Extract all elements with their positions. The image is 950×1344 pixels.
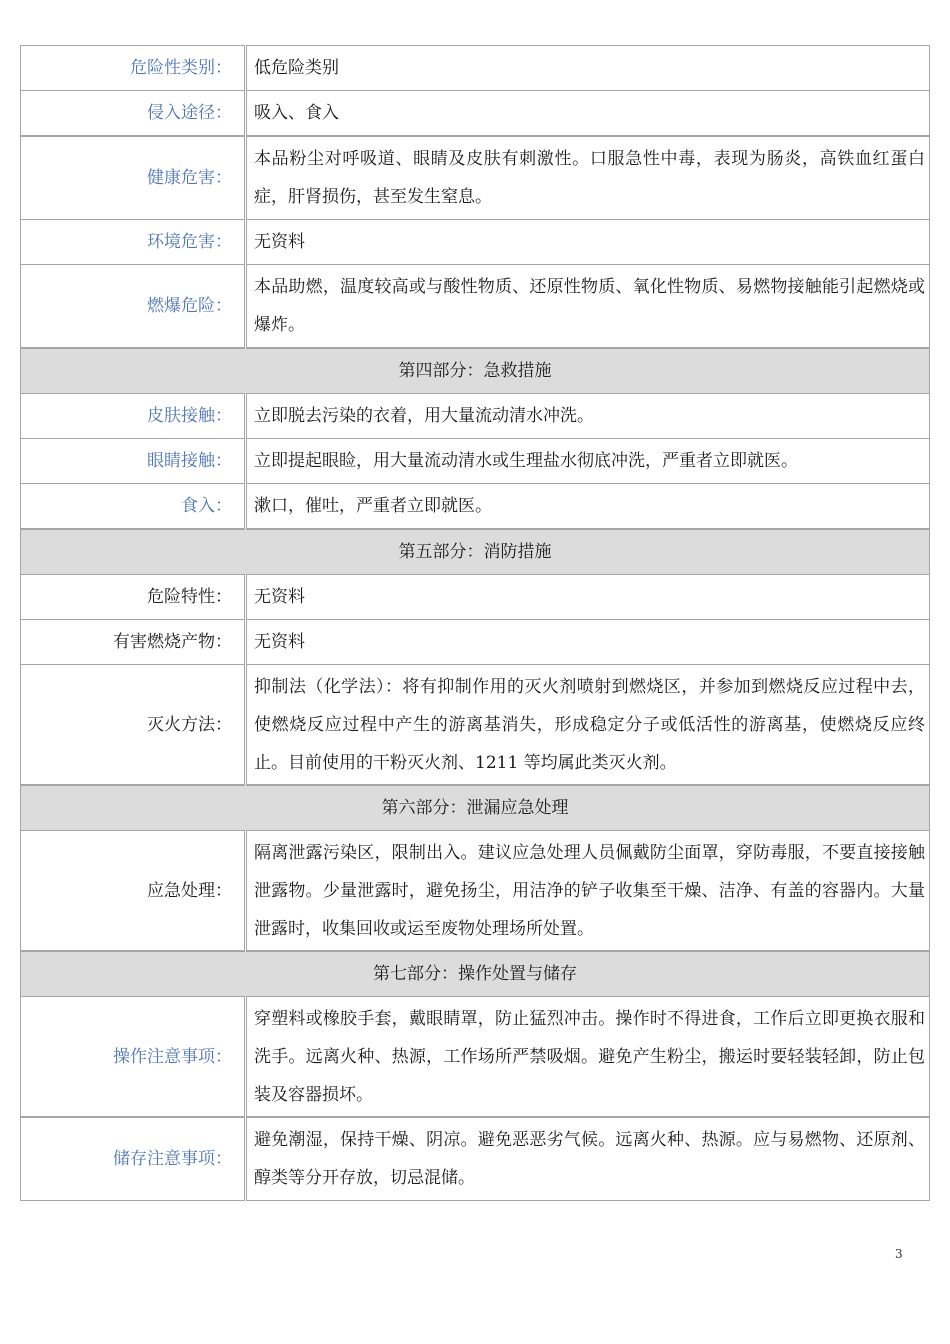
row-value: 本品粉尘对呼吸道、眼睛及皮肤有刺激性。口服急性中毒，表现为肠炎，高铁血红蛋白症，肝肾损伤，甚至发生窒息。 [246, 136, 930, 220]
table-row [21, 439, 930, 484]
row-value: 隔离泄露污染区，限制出入。建议应急处理人员佩戴防尘面罩，穿防毒服，不要直接接触泄露物。少量泄露时，避免扬尘，用洁净的铲子收集至干燥、洁净、有盖的容器内。大量泄露时，收集回收或运至废物处理场所处置。 [246, 831, 930, 952]
table-row [21, 46, 930, 91]
row-label: 眼睛接触： [21, 439, 246, 484]
row-value: 无资料 [246, 575, 930, 620]
section-title: 第四部分：急救措施 [21, 348, 930, 394]
section-header-first-aid [21, 348, 930, 394]
row-value: 无资料 [246, 620, 930, 665]
section-header-handling-storage [21, 951, 930, 997]
page-number: 3 [895, 1247, 903, 1261]
table-row [21, 394, 930, 439]
row-value: 无资料 [246, 220, 930, 265]
row-label: 有害燃烧产物： [21, 620, 246, 665]
row-value: 穿塑料或橡胶手套，戴眼睛罩，防止猛烈冲击。操作时不得进食，工作后立即更换衣服和洗手。远离火种、热源，工作场所严禁吸烟。避免产生粉尘，搬运时要轻装轻卸，防止包装及容器损坏。 [246, 997, 930, 1118]
row-label: 食入： [21, 484, 246, 530]
table-row [21, 665, 930, 786]
row-label: 健康危害： [21, 136, 246, 220]
row-value: 吸入、食入 [246, 91, 930, 137]
table-row [21, 831, 930, 952]
msds-table [20, 45, 930, 1201]
row-value: 避免潮湿，保持干燥、阴凉。避免恶恶劣气候。远离火种、热源。应与易燃物、还原剂、醇类等分开存放，切忌混储。 [246, 1117, 930, 1201]
table-row [21, 620, 930, 665]
section-title: 第六部分：泄漏应急处理 [21, 785, 930, 831]
row-label: 储存注意事项： [21, 1117, 246, 1201]
row-value: 本品助燃，温度较高或与酸性物质、还原性物质、氧化性物质、易燃物接触能引起燃烧或爆炸。 [246, 265, 930, 349]
table-row [21, 91, 930, 137]
row-label: 侵入途径： [21, 91, 246, 137]
row-label: 危险性类别： [21, 46, 246, 91]
table-row [21, 575, 930, 620]
table-row [21, 220, 930, 265]
row-value: 低危险类别 [246, 46, 930, 91]
row-label: 危险特性： [21, 575, 246, 620]
row-label: 灭火方法： [21, 665, 246, 786]
row-value: 漱口，催吐，严重者立即就医。 [246, 484, 930, 530]
row-value: 立即脱去污染的衣着，用大量流动清水冲洗。 [246, 394, 930, 439]
section-header-firefighting [21, 529, 930, 575]
row-label: 环境危害： [21, 220, 246, 265]
table-row [21, 136, 930, 220]
row-label: 应急处理： [21, 831, 246, 952]
row-value: 抑制法（化学法）：将有抑制作用的灭火剂喷射到燃烧区，并参加到燃烧反应过程中去，使燃烧反应过程中产生的游离基消失，形成稳定分子或低活性的游离基，使燃烧反应终止。目前使用的干粉灭火剂、1211 等均属此类灭火剂。 [246, 665, 930, 786]
table-row [21, 1117, 930, 1201]
row-label: 皮肤接触： [21, 394, 246, 439]
table-row [21, 997, 930, 1118]
row-label: 燃爆危险： [21, 265, 246, 349]
section-title: 第七部分：操作处置与储存 [21, 951, 930, 997]
section-title: 第五部分：消防措施 [21, 529, 930, 575]
table-row [21, 484, 930, 530]
row-label: 操作注意事项： [21, 997, 246, 1118]
table-row [21, 265, 930, 349]
section-header-spill-response [21, 785, 930, 831]
row-value: 立即提起眼睑，用大量流动清水或生理盐水彻底冲洗，严重者立即就医。 [246, 439, 930, 484]
